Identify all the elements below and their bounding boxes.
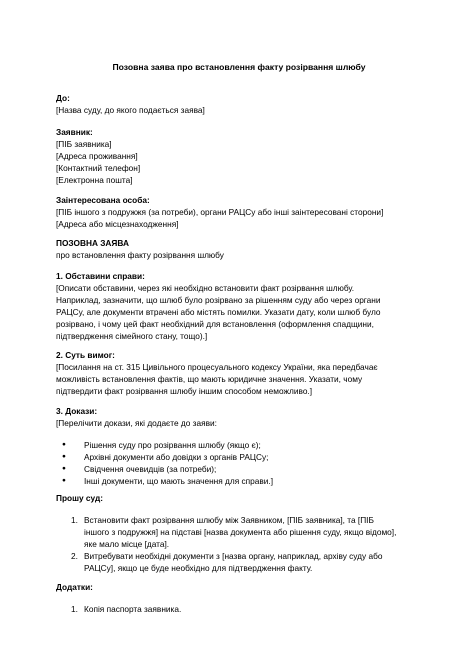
attachments-list — [56, 603, 422, 615]
request-item: 1. Встановити факт розірвання шлюбу між Заявником, [ПІБ заявника], та [ПІБ іншого з подружжя] на підставі [назва документа або рішення суду, якщо відомо], яке мало місце [дата]. — [71, 515, 397, 549]
claims-essence-line: [Посилання на ст. 315 Цивільного процесуального кодексу України, яка передбачає — [56, 362, 378, 372]
evidence-section — [56, 405, 422, 487]
circumstances-heading: 1. Обставини справи: — [56, 271, 145, 281]
attachments-heading: Додатки: — [56, 582, 93, 592]
claims-essence-heading: 2. Суть вимог: — [56, 350, 115, 360]
evidence-item: ● Інші документи, що мають значення для справи.] — [56, 475, 422, 487]
evidence-item: ● Архівні документи або довідки з органів РАЦСу; — [56, 451, 422, 463]
applicant-phone: [Контактний телефон] — [56, 163, 141, 173]
claims-essence-section — [56, 349, 422, 397]
addressee-section — [56, 92, 422, 116]
evidence-item: ● Рішення суду про розірвання шлюбу (якщо є); — [56, 439, 422, 451]
circumstances-line: [Описати обставини, через які необхідно встановити факт розірвання шлюбу. — [56, 283, 355, 293]
applicant-name: [ПІБ заявника] — [56, 139, 112, 149]
claim-heading-section — [56, 237, 422, 261]
circumstances-line: Наприклад, зазначити, що шлюб було розірвано за рішенням суду або через органи — [56, 295, 381, 305]
evidence-list — [56, 439, 422, 487]
evidence-intro: [Перелічити докази, які додаєте до заяви: — [56, 418, 217, 428]
interested-party-address: [Адреса або місцезнаходження] — [56, 219, 179, 229]
applicant-address: [Адреса проживання] — [56, 151, 138, 161]
attachment-item: 1. Копія паспорта заявника. — [71, 604, 182, 614]
applicant-email: [Електронна пошта] — [56, 175, 133, 185]
request-heading: Прошу суд: — [56, 493, 103, 503]
addressee-value: [Назва суду, до якого подається заява] — [56, 105, 205, 115]
applicant-label: Заявник: — [56, 127, 93, 137]
applicant-section — [56, 126, 422, 186]
request-list — [56, 514, 422, 574]
claim-heading: ПОЗОВНА ЗАЯВА — [56, 238, 129, 248]
claim-subheading: про встановлення факту розірвання шлюбу — [56, 250, 224, 260]
evidence-heading: 3. Докази: — [56, 406, 98, 416]
request-section — [56, 492, 422, 574]
interested-party-label: Заінтересована особа: — [56, 195, 150, 205]
circumstances-line: розірвано, і чому цей факт необхідний для встановлення (оформлення спадщини, — [56, 319, 374, 329]
request-item: 2. Витребувати необхідні документи з [назва органу, наприклад, архіву суду або РАЦСу], якщо це буде необхідно для підтвердження факту. — [71, 551, 383, 573]
attachments-section — [56, 581, 422, 615]
claims-essence-line: підтвердити факт розірвання шлюбу іншим способом неможливо.] — [56, 386, 313, 396]
interested-party-section — [56, 194, 422, 230]
document-title: Позовна заява про встановлення факту розірвання шлюбу — [112, 62, 366, 72]
circumstances-line: підтвердження сімейного стану, тощо).] — [56, 331, 208, 341]
claims-essence-line: можливість встановлення фактів, що мають юридичне значення. Указати, чому — [56, 374, 363, 384]
circumstances-line: РАЦСу, але документи втрачені або містять помилки. Указати дату, коли шлюб було — [56, 307, 381, 317]
addressee-label: До: — [56, 93, 70, 103]
evidence-item: ● Свідчення очевидців (за потреби); — [56, 463, 422, 475]
circumstances-section — [56, 270, 422, 342]
interested-party-name: [ПІБ іншого з подружжя (за потреби), органи РАЦСу або інші заінтересовані сторони] — [56, 207, 384, 217]
